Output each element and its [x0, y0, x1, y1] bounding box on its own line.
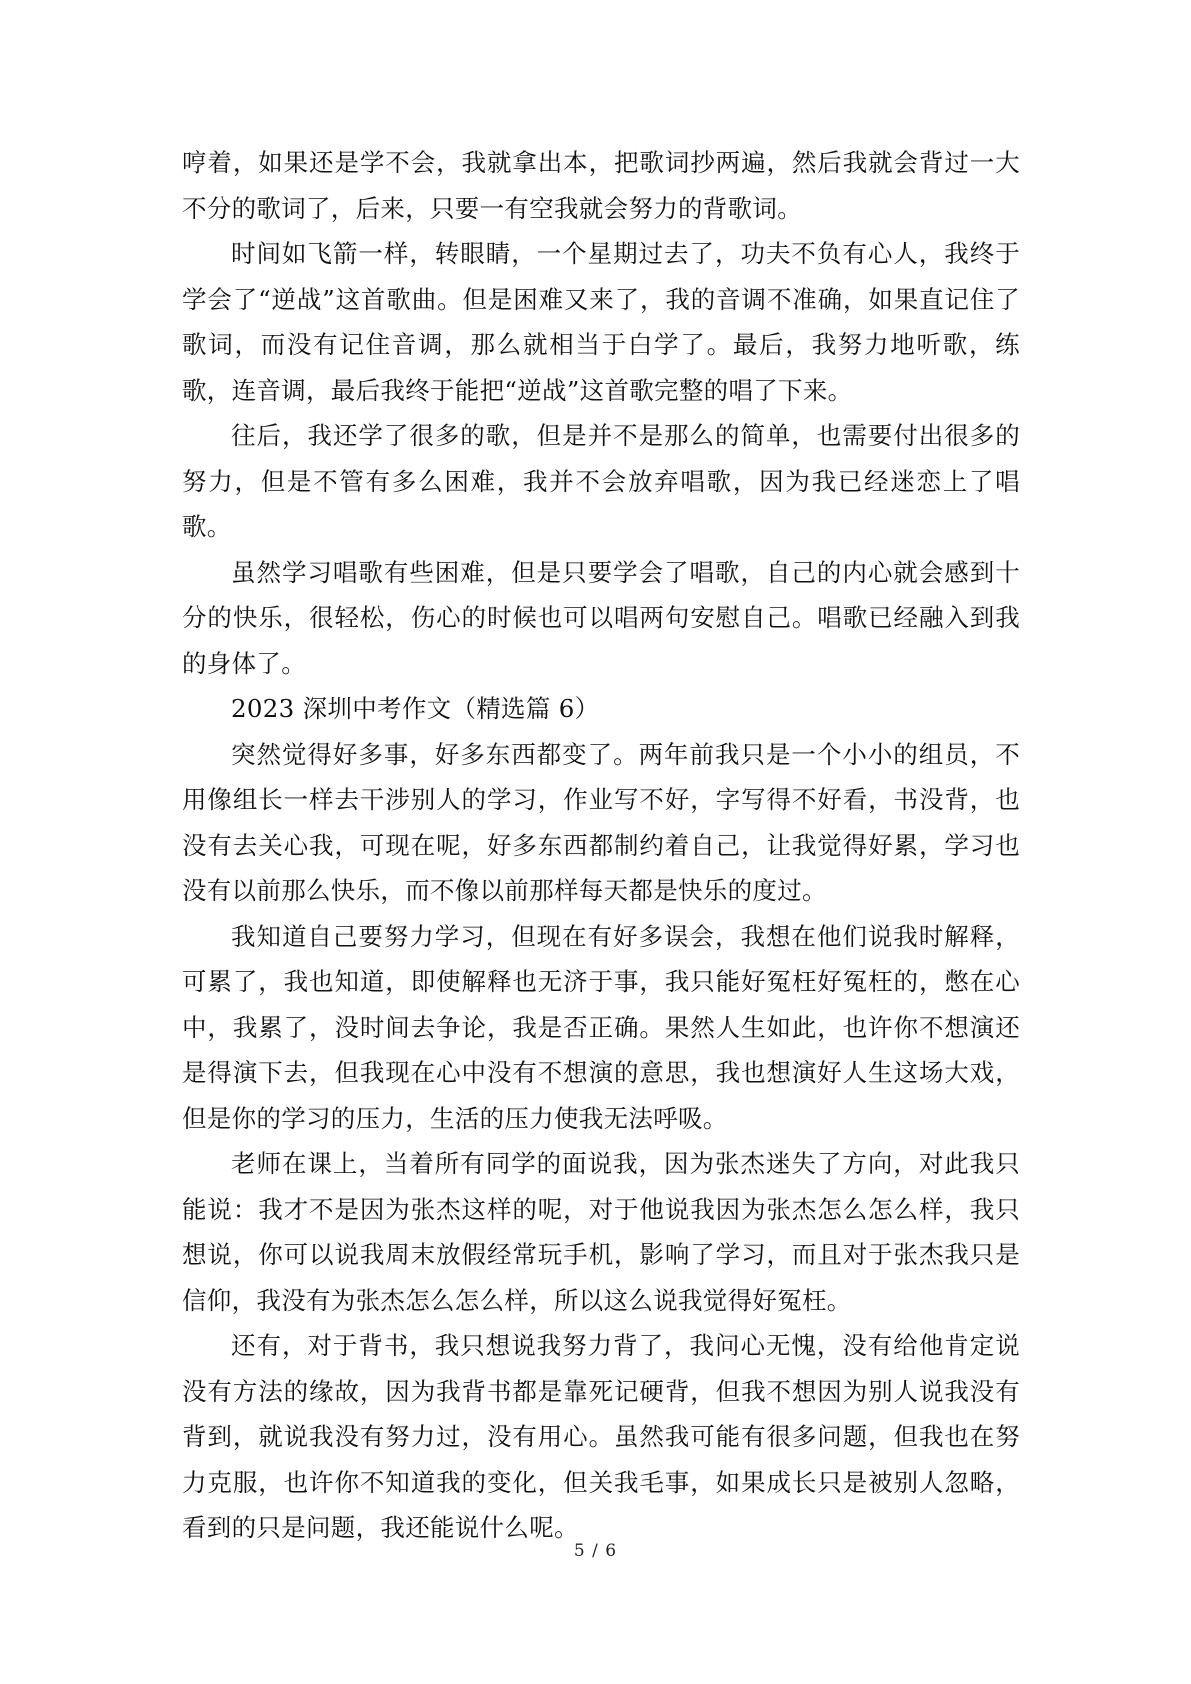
paragraph: 还有，对于背书，我只想说我努力背了，我问心无愧，没有给他肯定说没有方法的缘故，因为我背书都是靠死记硬背，但我不想因为别人说我没有背到，就说我没有努力过，没有用心。虽然我可能有很多问题，但我也在努力克服，也许你不知道我的变化，但关我毛事，如果成长只是被别人忽略，看到的只是问题，我还能说什么呢。: [182, 1331, 1020, 1542]
paragraph: 我知道自己要努力学习，但现在有好多误会，我想在他们说我时解释，可累了，我也知道，即使解释也无济于事，我只能好冤枉好冤枉的，憋在心中，我累了，没时间去争论，我是否正确。果然人生如此，也许你不想演还是得演下去，但我现在心中没有不想演的意思，我也想演好人生这场大戏，但是你的学习的压力，生活的压力使我无法呼吸。: [182, 921, 1020, 1133]
document-body: [182, 140, 1020, 1551]
paragraph: 虽然学习唱歌有些困难，但是只要学会了唱歌，自己的内心就会感到十分的快乐，很轻松，伤心的时候也可以唱两句安慰自己。唱歌已经融入到我的身体了。: [182, 557, 1020, 678]
paragraph: 老师在课上，当着所有同学的面说我，因为张杰迷失了方向，对此我只能说：我才不是因为张杰这样的呢，对于他说我因为张杰怎么怎么样，我只想说，你可以说我周末放假经常玩手机，影响了学习，而且对于张杰我只是信仰，我没有为张杰怎么怎么样，所以这么说我觉得好冤枉。: [182, 1149, 1020, 1315]
paragraph-continuation: 哼着，如果还是学不会，我就拿出本，把歌词抄两遍，然后我就会背过一大不分的歌词了，后来，只要一有空我就会努力的背歌词。: [182, 148, 1020, 223]
section-heading: 2023 深圳中考作文（精选篇 6）: [231, 694, 600, 723]
page-number: 5 / 6: [573, 1541, 618, 1561]
paragraph: 往后，我还学了很多的歌，但是并不是那么的简单，也需要付出很多的努力，但是不管有多么困难，我并不会放弃唱歌，因为我已经迷恋上了唱歌。: [182, 421, 1020, 541]
paragraph: 时间如飞箭一样，转眼睛，一个星期过去了，功夫不负有心人，我终于学会了“逆战”这首歌曲。但是困难又来了，我的音调不准确，如果直记住了歌词，而没有记住音调，那么就相当于白学了。最后，我努力地听歌，练歌，连音调，最后我终于能把“逆战”这首歌完整的唱了下来。: [182, 239, 1020, 405]
paragraph: 突然觉得好多事，好多东西都变了。两年前我只是一个小小的组员，不用像组长一样去干涉别人的学习，作业写不好，字写得不好看，书没背，也没有去关心我，可现在呢，好多东西都制约着自己，让我觉得好累，学习也没有以前那么快乐，而不像以前那样每天都是快乐的度过。: [182, 739, 1020, 905]
